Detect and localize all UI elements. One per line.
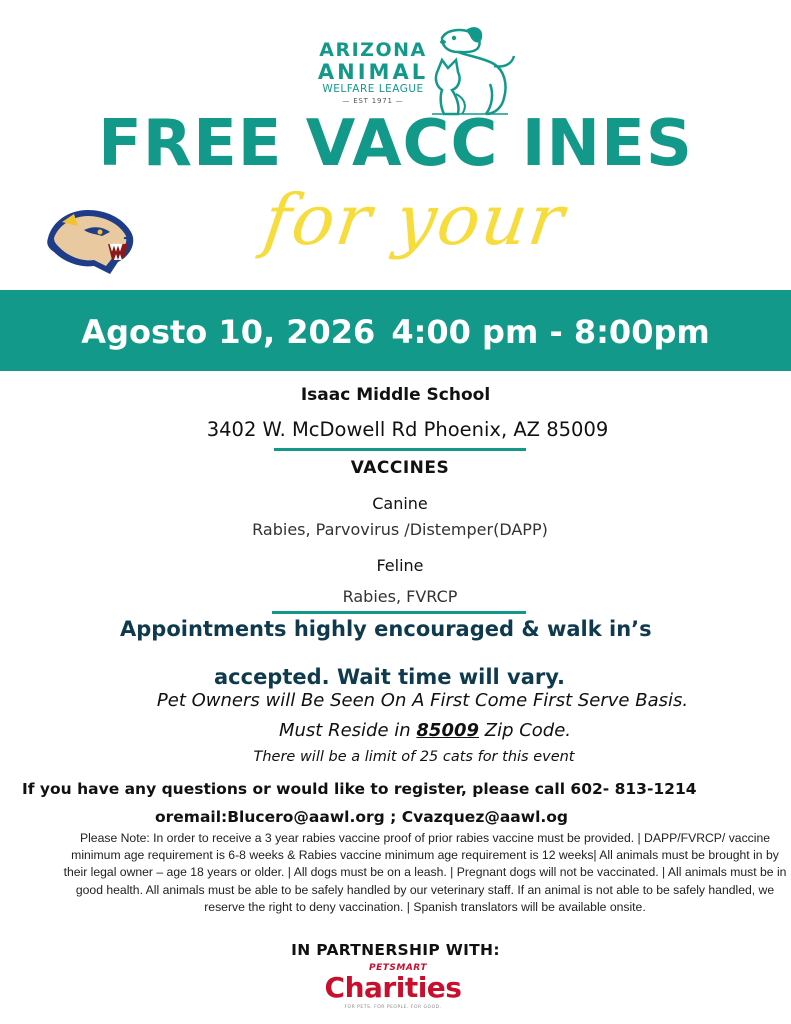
reside-suffix: Zip Code.	[479, 720, 572, 741]
contact-phone-line: If you have any questions or would like to register, please call 602- 813-1214	[22, 780, 697, 798]
logo-line-welfare-league: WELFARE LEAGUE	[322, 83, 424, 95]
aawl-logo-text	[313, 40, 433, 107]
cougar-mascot-icon	[44, 204, 136, 276]
dog-and-cat-icon	[428, 24, 518, 116]
partnership-heading: IN PARTNERSHIP WITH:	[291, 941, 500, 959]
reside-zip: 85009	[416, 720, 480, 741]
feline-label: Feline	[376, 556, 424, 575]
page-title: FREE VACC INES	[98, 107, 693, 181]
contact-emails: oremail:Blucero@aawl.org ; Cvazquez@aawl.og	[155, 808, 569, 826]
appointments-line-2: accepted. Wait time will vary.	[214, 665, 566, 689]
logo-petsmart: PETSMART	[369, 963, 427, 973]
logo-line-arizona: ARIZONA	[319, 39, 427, 61]
petsmart-charities-logo	[318, 963, 468, 1013]
event-date: Agosto 10, 2026	[81, 313, 376, 351]
appointments-line-1: Appointments highly encouraged & walk in’s	[120, 617, 652, 641]
cat-limit-notice: There will be a limit of 25 cats for this event	[253, 749, 575, 765]
logo-line-est: — EST 1971 —	[342, 97, 404, 105]
reside-prefix: Must Reside in	[278, 720, 417, 741]
logo-tagline: FOR PETS. FOR PEOPLE. FOR GOOD.	[344, 1005, 442, 1010]
event-time: 4:00 pm - 8:00pm	[391, 313, 710, 351]
vaccines-heading: VACCINES	[350, 458, 450, 478]
event-datetime	[0, 290, 791, 371]
logo-line-animal: ANIMAL	[317, 60, 429, 84]
logo-charities: Charities	[324, 971, 462, 1004]
divider-top	[274, 448, 526, 451]
canine-label: Canine	[372, 494, 428, 513]
page-subtitle: for your	[258, 179, 571, 261]
canine-vaccines: Rabies, Parvovirus /Distemper(DAPP)	[252, 520, 548, 539]
residency-notice	[0, 720, 791, 741]
feline-vaccines: Rabies, FVRCP	[342, 587, 458, 606]
venue-address: 3402 W. McDowell Rd Phoenix, AZ 85009	[206, 418, 609, 441]
fine-print-note: Please Note: In order to receive a 3 year rabies vaccine proof of prior rabies vaccine must be provided. | DAPP/FVRCP/ vaccine minimum age requirement is 6-8 weeks & Rabies vaccine minimum age requirement is 12 weeks| All animals must be brought in by their legal owner – age 18 years or older. | All dogs must be on a leash. | Pregnant dogs will not be vaccinated. | All animals must be in good health. All animals must be able to be safely handled by our veterinary staff. If an animal is not able to be safely handled, we reserve the right to deny vaccination. | Spanish translators will be available onsite.	[63, 831, 787, 914]
first-come-notice: Pet Owners will Be Seen On A First Come First Serve Basis.	[156, 690, 689, 711]
venue-name: Isaac Middle School	[300, 385, 491, 405]
